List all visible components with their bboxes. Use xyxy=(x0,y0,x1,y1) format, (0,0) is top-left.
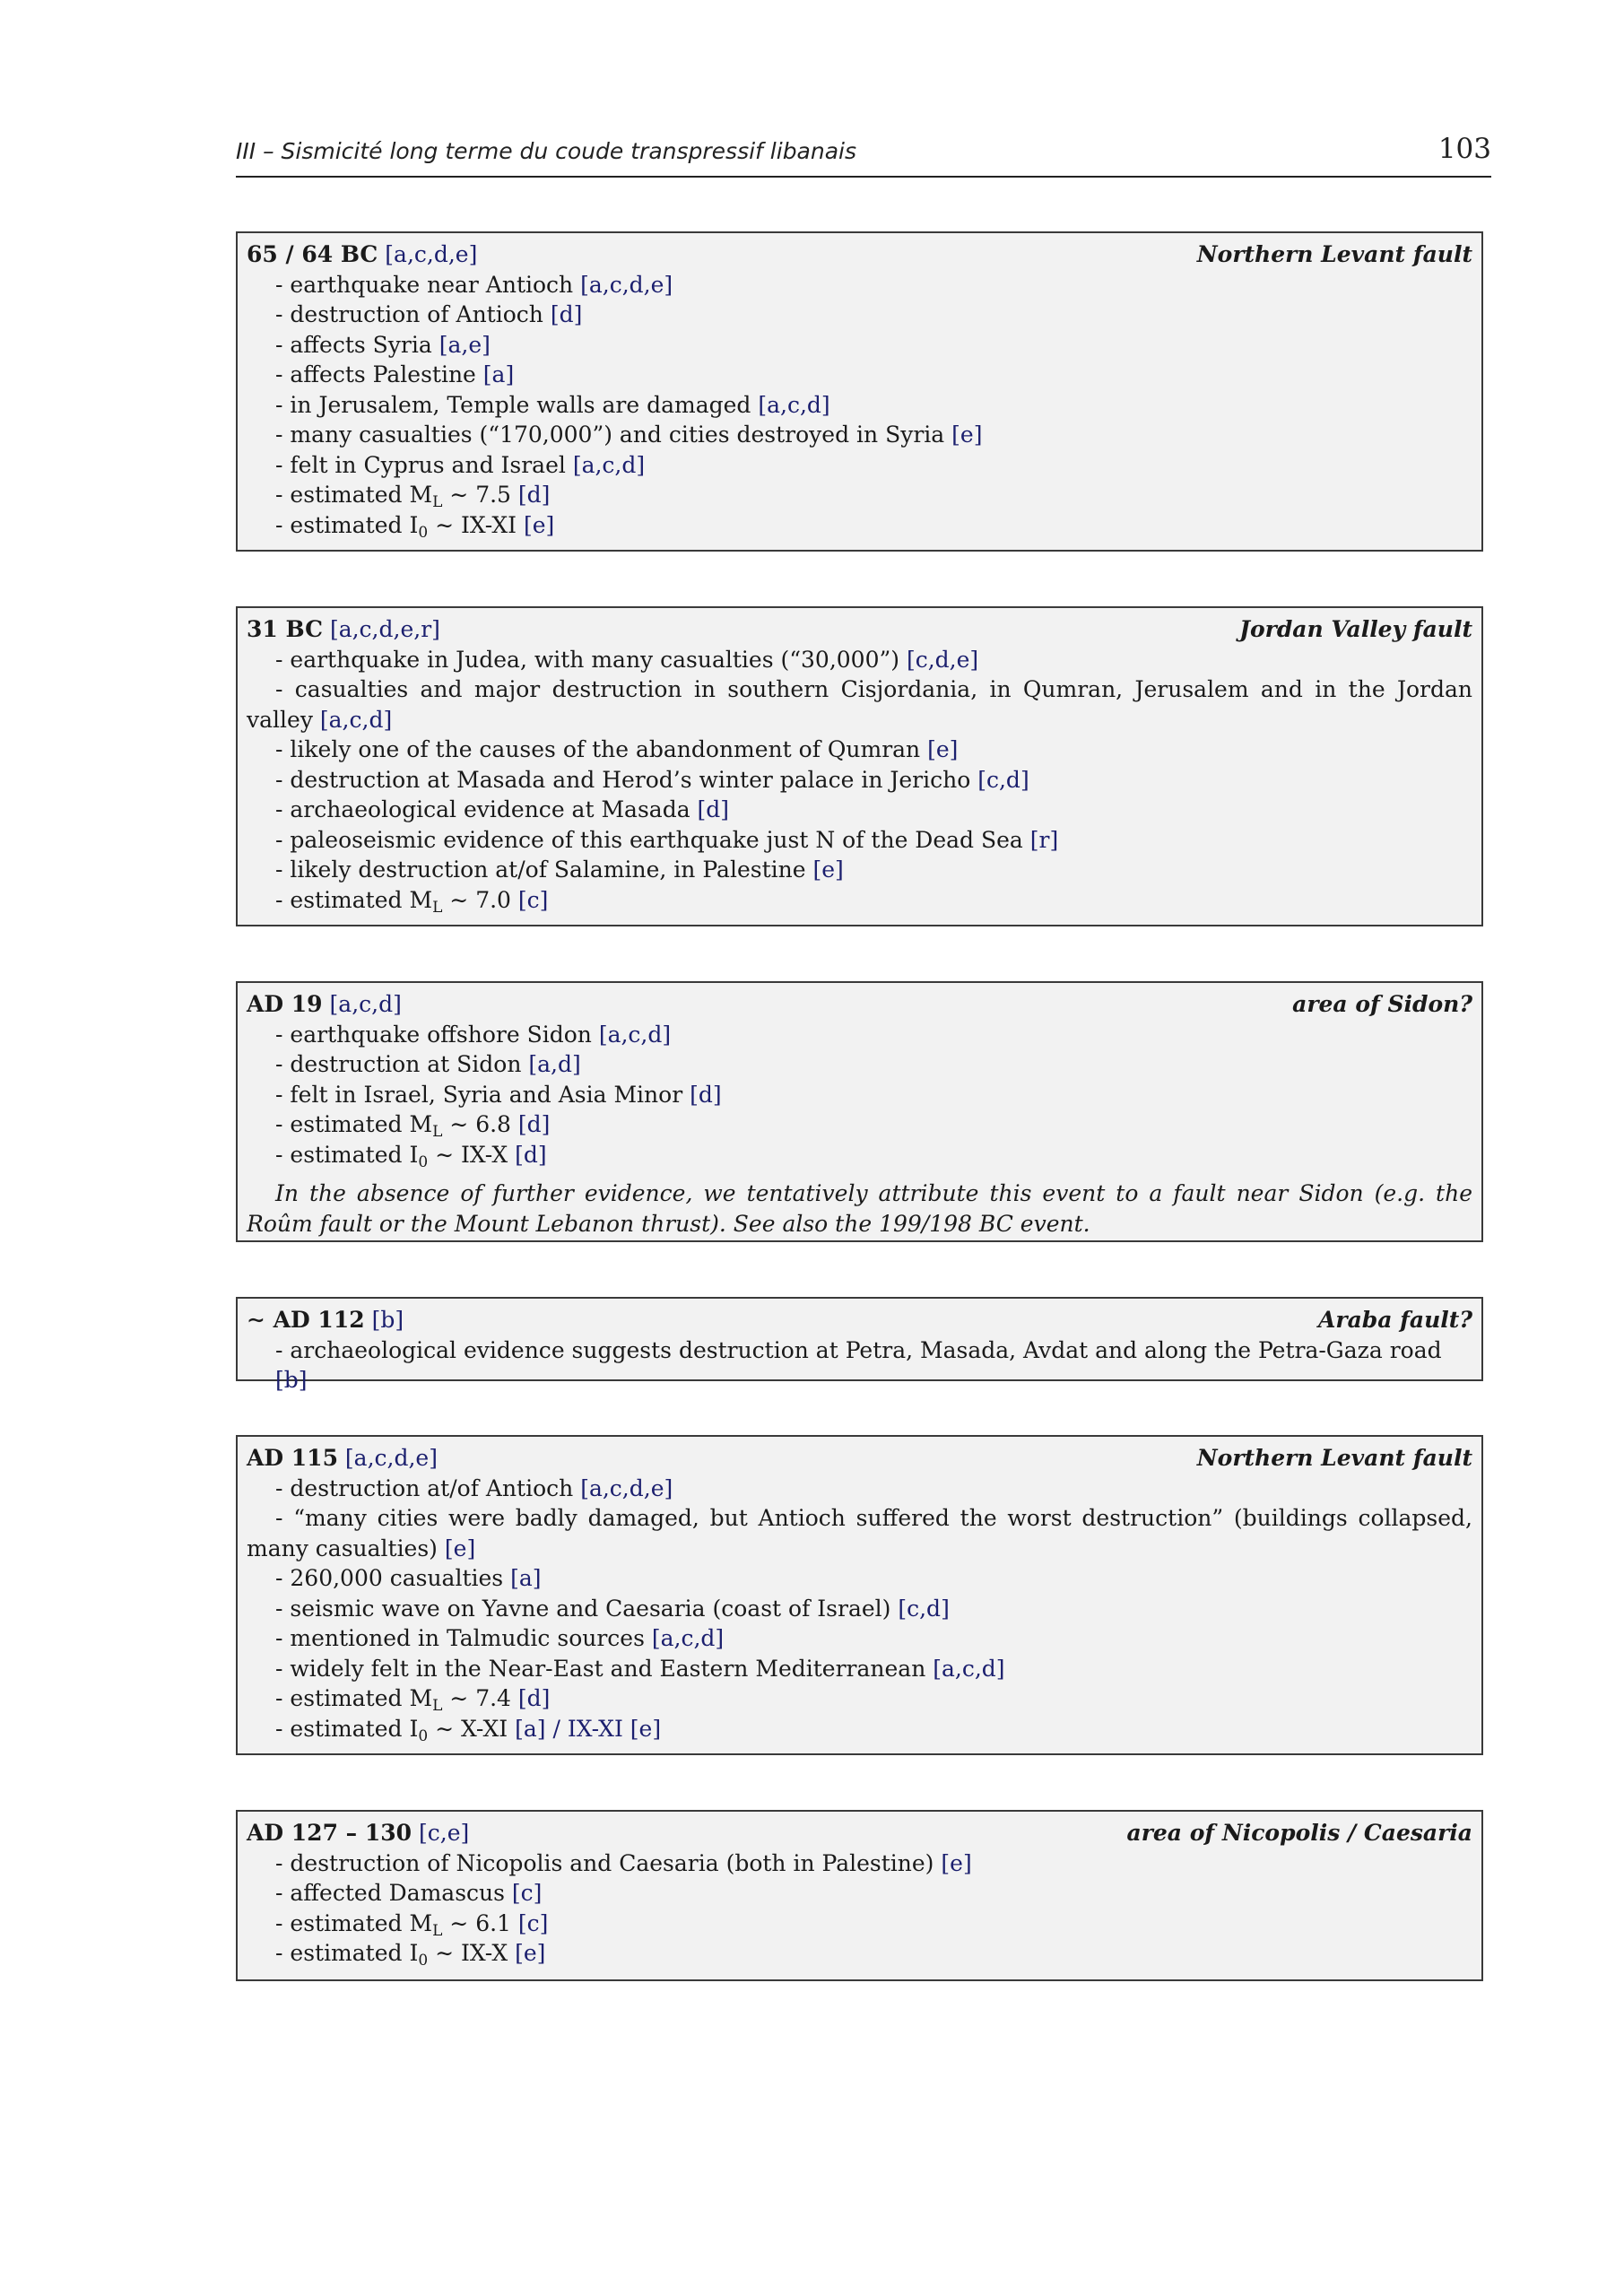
list-item: - archaeological evidence suggests destruction at Petra, Masada, Avdat and along the Petra-Gaza road [b] xyxy=(275,1336,1442,1393)
list-item: - felt in Cyprus and Israel [a,c,d] xyxy=(275,451,646,478)
list-item: - destruction at/of Antioch [a,c,d,e] xyxy=(275,1474,673,1501)
event-fault: Jordan Valley fault xyxy=(1239,616,1472,642)
citation: [a] / IX-XI [e] xyxy=(515,1715,662,1742)
citation: [c,d] xyxy=(977,766,1029,793)
list-item: - earthquake near Antioch [a,c,d,e] xyxy=(275,271,673,298)
citation: [c,d] xyxy=(898,1595,950,1622)
citation: [d] xyxy=(690,1081,722,1108)
citation: [d] xyxy=(550,301,583,327)
list-item: - paleoseismic evidence of this earthquake just N of the Dead Sea [r] xyxy=(275,826,1059,853)
citation: [a] xyxy=(482,361,515,387)
magnitude-estimate: - estimated $M_L$ ∼ 7.0 [c] xyxy=(275,886,549,917)
citation: [b] xyxy=(275,1367,308,1393)
list-item: - in Jerusalem, Temple walls are damaged [a,c,d] xyxy=(275,391,830,418)
citation: [a,e] xyxy=(439,331,491,358)
intensity-estimate: - estimated $I_0$ ∼ IX-XI [e] xyxy=(275,511,555,542)
list-item: - seismic wave on Yavne and Caesaria (coast of Israel) [c,d] xyxy=(275,1595,950,1622)
magnitude-estimate: - estimated $M_L$ ∼ 6.1 [c] xyxy=(275,1909,549,1940)
list-item: - mentioned in Talmudic sources [a,c,d] xyxy=(275,1625,725,1651)
citation: [e] xyxy=(812,857,844,883)
list-item: - casualties and major destruction in southern Cisjordania, in Qumran, Jerusalem and in the Jordan valley [a,c,d] xyxy=(247,676,1472,733)
list-item: - archaeological evidence at Masada [d] xyxy=(275,796,730,822)
citation: [e] xyxy=(444,1535,476,1561)
citation: [a,c,d] xyxy=(933,1655,1005,1682)
citation: [d] xyxy=(697,796,730,822)
event-box-65-64-bc xyxy=(236,231,1483,552)
event-box-ad-115 xyxy=(236,1435,1483,1755)
list-item: - widely felt in the Near-East and Eastern Mediterranean [a,c,d] xyxy=(275,1655,1005,1682)
event-header xyxy=(247,1305,1472,1335)
event-fault: Northern Levant fault xyxy=(1196,241,1472,267)
event-header xyxy=(247,1818,1472,1848)
list-item: - destruction at Masada and Herod’s winter palace in Jericho [c,d] xyxy=(275,766,1029,793)
event-note: In the absence of further evidence, we tentatively attribute this event to a fault near Sidon (e.g. the Roûm fault or the Mount Lebanon thrust). See also the 199/198 BC event. xyxy=(247,1180,1472,1237)
event-header xyxy=(247,239,1472,270)
event-date: ∼ AD 112 xyxy=(247,1307,365,1333)
citation: [c] xyxy=(517,886,549,913)
citation: [e] xyxy=(515,1940,546,1966)
list-item: - likely one of the causes of the abandonment of Qumran [e] xyxy=(275,736,959,762)
event-fault: area of Sidon? xyxy=(1292,991,1472,1017)
citation: [e] xyxy=(523,511,555,538)
citation: [a] xyxy=(510,1565,542,1591)
citation: [d] xyxy=(517,1685,551,1711)
event-box-31-bc xyxy=(236,606,1483,926)
page-number: 103 xyxy=(1437,133,1491,165)
event-refs: [a,c,d,e] xyxy=(385,241,478,267)
running-header xyxy=(236,133,1491,178)
event-date: AD 19 xyxy=(247,991,323,1017)
event-date: 31 BC xyxy=(247,616,323,642)
list-item: - many casualties (“170,000”) and cities destroyed in Syria [e] xyxy=(275,422,983,448)
citation: [a,d] xyxy=(528,1051,581,1077)
list-item: - affected Damascus [c] xyxy=(275,1880,543,1906)
event-date: 65 / 64 BC xyxy=(247,241,378,267)
list-item: - affects Palestine [a] xyxy=(275,361,515,387)
event-refs: [a,c,d,e] xyxy=(344,1445,438,1471)
citation: [a,c,d] xyxy=(598,1021,672,1048)
citation: [a,c,d] xyxy=(319,706,393,733)
list-item: - earthquake offshore Sidon [a,c,d] xyxy=(275,1021,672,1048)
citation: [a,c,d] xyxy=(572,451,646,478)
citation: [a,c,d] xyxy=(651,1625,725,1651)
citation: [a,c,d,e] xyxy=(580,271,673,298)
citation: [d] xyxy=(517,482,551,508)
citation: [r] xyxy=(1029,826,1059,853)
list-item: - destruction of Antioch [d] xyxy=(275,301,583,327)
magnitude-estimate: - estimated $M_L$ ∼ 7.4 [d] xyxy=(275,1685,551,1715)
citation: [c] xyxy=(517,1909,549,1936)
event-refs: [a,c,d,e,r] xyxy=(329,616,440,642)
list-item: - felt in Israel, Syria and Asia Minor [d] xyxy=(275,1081,722,1108)
list-item: - destruction at Sidon [a,d] xyxy=(275,1051,581,1077)
citation: [d] xyxy=(515,1141,547,1168)
event-box-ad-112 xyxy=(236,1297,1483,1393)
event-box-ad-19 xyxy=(236,981,1483,1242)
list-item: - destruction of Nicopolis and Caesaria (both in Palestine) [e] xyxy=(275,1849,972,1876)
event-refs: [b] xyxy=(371,1307,404,1333)
event-box-ad-127-130 xyxy=(236,1810,1483,1981)
event-refs: [c,e] xyxy=(419,1820,470,1846)
citation: [d] xyxy=(517,1111,551,1137)
citation: [e] xyxy=(941,1849,972,1876)
intensity-estimate: - estimated $I_0$ ∼ IX-X [d] xyxy=(275,1141,547,1171)
citation: [e] xyxy=(927,736,959,762)
intensity-estimate: - estimated $I_0$ ∼ X-XI [a] / IX-XI [e] xyxy=(275,1715,662,1745)
citation: [a,c,d,e] xyxy=(580,1474,673,1501)
list-item: - 260,000 casualties [a] xyxy=(275,1565,542,1591)
event-fault: area of Nicopolis / Caesaria xyxy=(1126,1820,1472,1846)
intensity-estimate: - estimated $I_0$ ∼ IX-X [e] xyxy=(275,1940,546,1970)
chapter-title: III – Sismicité long terme du coude transpressif libanais xyxy=(236,138,857,164)
list-item: - likely destruction at/of Salamine, in Palestine [e] xyxy=(275,857,844,883)
event-refs: [a,c,d] xyxy=(329,991,402,1017)
event-fault: Northern Levant fault xyxy=(1196,1445,1472,1471)
citation: [e] xyxy=(951,422,983,448)
event-header xyxy=(247,989,1472,1020)
event-header xyxy=(247,614,1472,645)
event-header xyxy=(247,1443,1472,1474)
citation: [a,c,d] xyxy=(758,391,830,418)
list-item: - earthquake in Judea, with many casualties (“30,000”) [c,d,e] xyxy=(275,646,979,673)
magnitude-estimate: - estimated $M_L$ ∼ 6.8 [d] xyxy=(275,1111,551,1141)
event-fault: Araba fault? xyxy=(1318,1307,1472,1333)
citation: [c] xyxy=(511,1880,543,1906)
list-item: - “many cities were badly damaged, but Antioch suffered the worst destruction” (buildings collapsed, many casualties) [e] xyxy=(247,1505,1472,1561)
event-date: AD 127 – 130 xyxy=(247,1820,413,1846)
magnitude-estimate: - estimated $M_L$ ∼ 7.5 [d] xyxy=(275,482,551,511)
event-date: AD 115 xyxy=(247,1445,338,1471)
list-item: - affects Syria [a,e] xyxy=(275,331,491,358)
citation: [c,d,e] xyxy=(906,646,979,673)
